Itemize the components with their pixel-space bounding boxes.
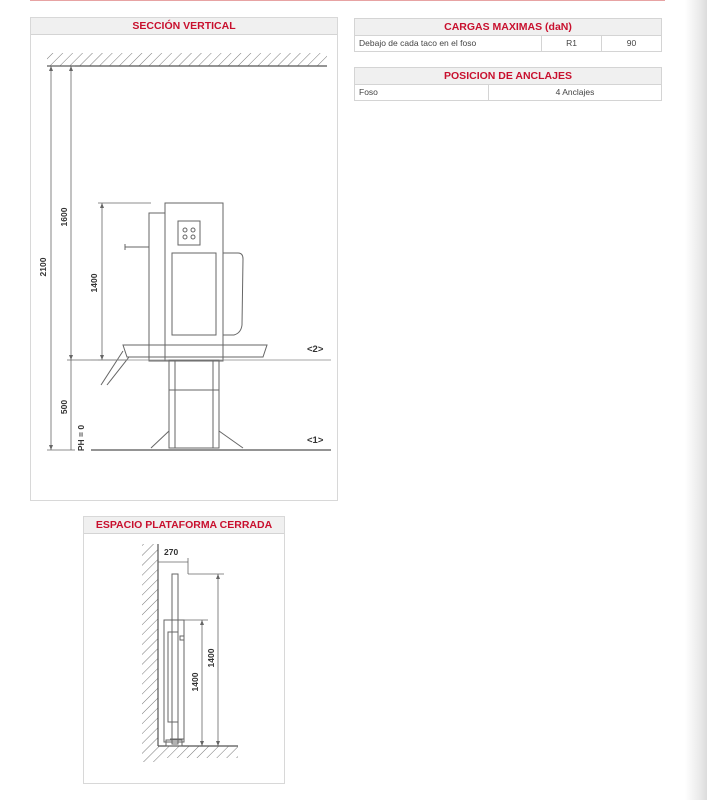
dim-upper-label: 1600: [59, 207, 69, 227]
dimension-ticks: [49, 66, 104, 450]
dim-cabin-label: 1400: [89, 273, 99, 293]
folded-machine: [164, 574, 184, 746]
dim-height-inner-label: 1400: [190, 672, 200, 692]
dim-depth-label: 270: [164, 547, 179, 557]
dim-pit-label: 500: [59, 399, 69, 415]
lift-machine: [101, 203, 267, 448]
header-rule: [30, 0, 665, 1]
closed-platform-panel: [83, 516, 285, 784]
anchors-title: POSICION DE ANCLAJES: [355, 68, 661, 85]
closed-platform-drawing: [84, 534, 284, 782]
max-loads-table: [354, 18, 662, 52]
level-2-marker: <2>: [307, 344, 324, 355]
ph-label: PH = 0: [76, 424, 86, 452]
vertical-section-drawing: [31, 35, 337, 499]
anchor-location: Foso: [355, 85, 489, 100]
ceiling-hatch: [47, 53, 327, 66]
depth-dimension: [158, 558, 188, 574]
load-ref: R1: [542, 36, 602, 51]
max-loads-title: CARGAS MAXIMAS (daN): [355, 19, 661, 36]
page-edge-shadow: [685, 0, 707, 800]
vertical-section-panel: [30, 17, 338, 501]
anchors-table: [354, 67, 662, 101]
closed-platform-title: ESPACIO PLATAFORMA CERRADA: [84, 517, 284, 534]
table-row: [355, 36, 661, 51]
anchor-value: 4 Anclajes: [555, 87, 595, 97]
vertical-section-title: SECCIÓN VERTICAL: [31, 18, 337, 35]
floor-hatch: [158, 746, 238, 758]
level-1-marker: <1>: [307, 435, 324, 446]
dimension-lines: [47, 66, 151, 450]
load-value: 90: [626, 38, 637, 48]
wall-hatch: [142, 544, 158, 762]
height-dimensions: [184, 574, 224, 746]
dim-height-outer-label: 1400: [206, 648, 216, 668]
table-row: [355, 85, 661, 100]
load-description: Debajo de cada taco en el foso: [355, 36, 542, 51]
dim-total-label: 2100: [38, 257, 48, 277]
